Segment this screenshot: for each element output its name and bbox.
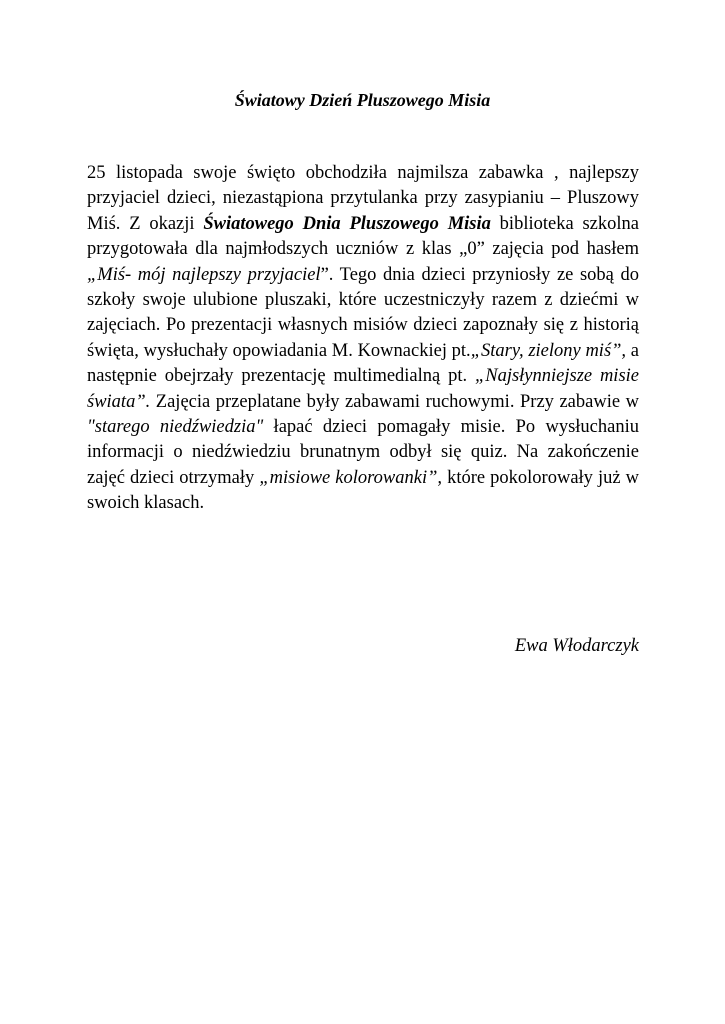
text-run: które pokolorowały już w swoich klasach. (87, 467, 639, 514)
coloring-pages-emphasis: „misiowe kolorowanki”, (259, 467, 443, 488)
text-run: łapać dzieci pomagały misie. Po wysłuchaniu informacji o niedźwiedziu brunatnym odbył się quiz. Na zakończenie zajęć dzieci otrzymały (87, 417, 639, 488)
body-paragraph (87, 161, 639, 517)
text-run: 25 listopada swoje święto obchodziła najmilsza zabawka , najlepszy przyjaciel dzieci, niezastąpiona przytulanka przy zasypianiu – Pluszowy Miś. Z okazji (87, 163, 639, 234)
game-name-emphasis: "starego niedźwiedzia" (87, 417, 264, 438)
text-run: Zajęcia przeplatane były zabawami ruchowymi. Przy zabawie w (150, 391, 639, 412)
text-run: ”. Tego dnia dzieci przyniosły ze sobą do szkoły swoje ulubione pluszaki, które uczestniczyły razem z dziećmi w zajęciach. Po prezentacji własnych misiów dzieci zapoznały się z historią święta, wysłuchały opowiadania M. Kownackiej pt. (87, 264, 639, 361)
event-name-emphasis: Światowego Dnia Pluszowego Misia (203, 213, 491, 234)
text-run: a następnie obejrzały prezentację multimedialną pt. (87, 340, 639, 387)
document-title: Światowy Dzień Pluszowego Misia (234, 90, 491, 110)
story-title-emphasis: „Stary, zielony miś”, (470, 340, 627, 361)
author-signature: Ewa Włodarczyk (514, 636, 639, 656)
presentation-title-emphasis: „Najsłynniejsze misie świata”. (87, 366, 639, 412)
slogan-emphasis: „Miś- mój najlepszy przyjaciel (87, 264, 321, 285)
text-run: biblioteka szkolna przygotowała dla najmłodszych uczniów z klas „0” zajęcia pod hasłem (87, 213, 639, 260)
